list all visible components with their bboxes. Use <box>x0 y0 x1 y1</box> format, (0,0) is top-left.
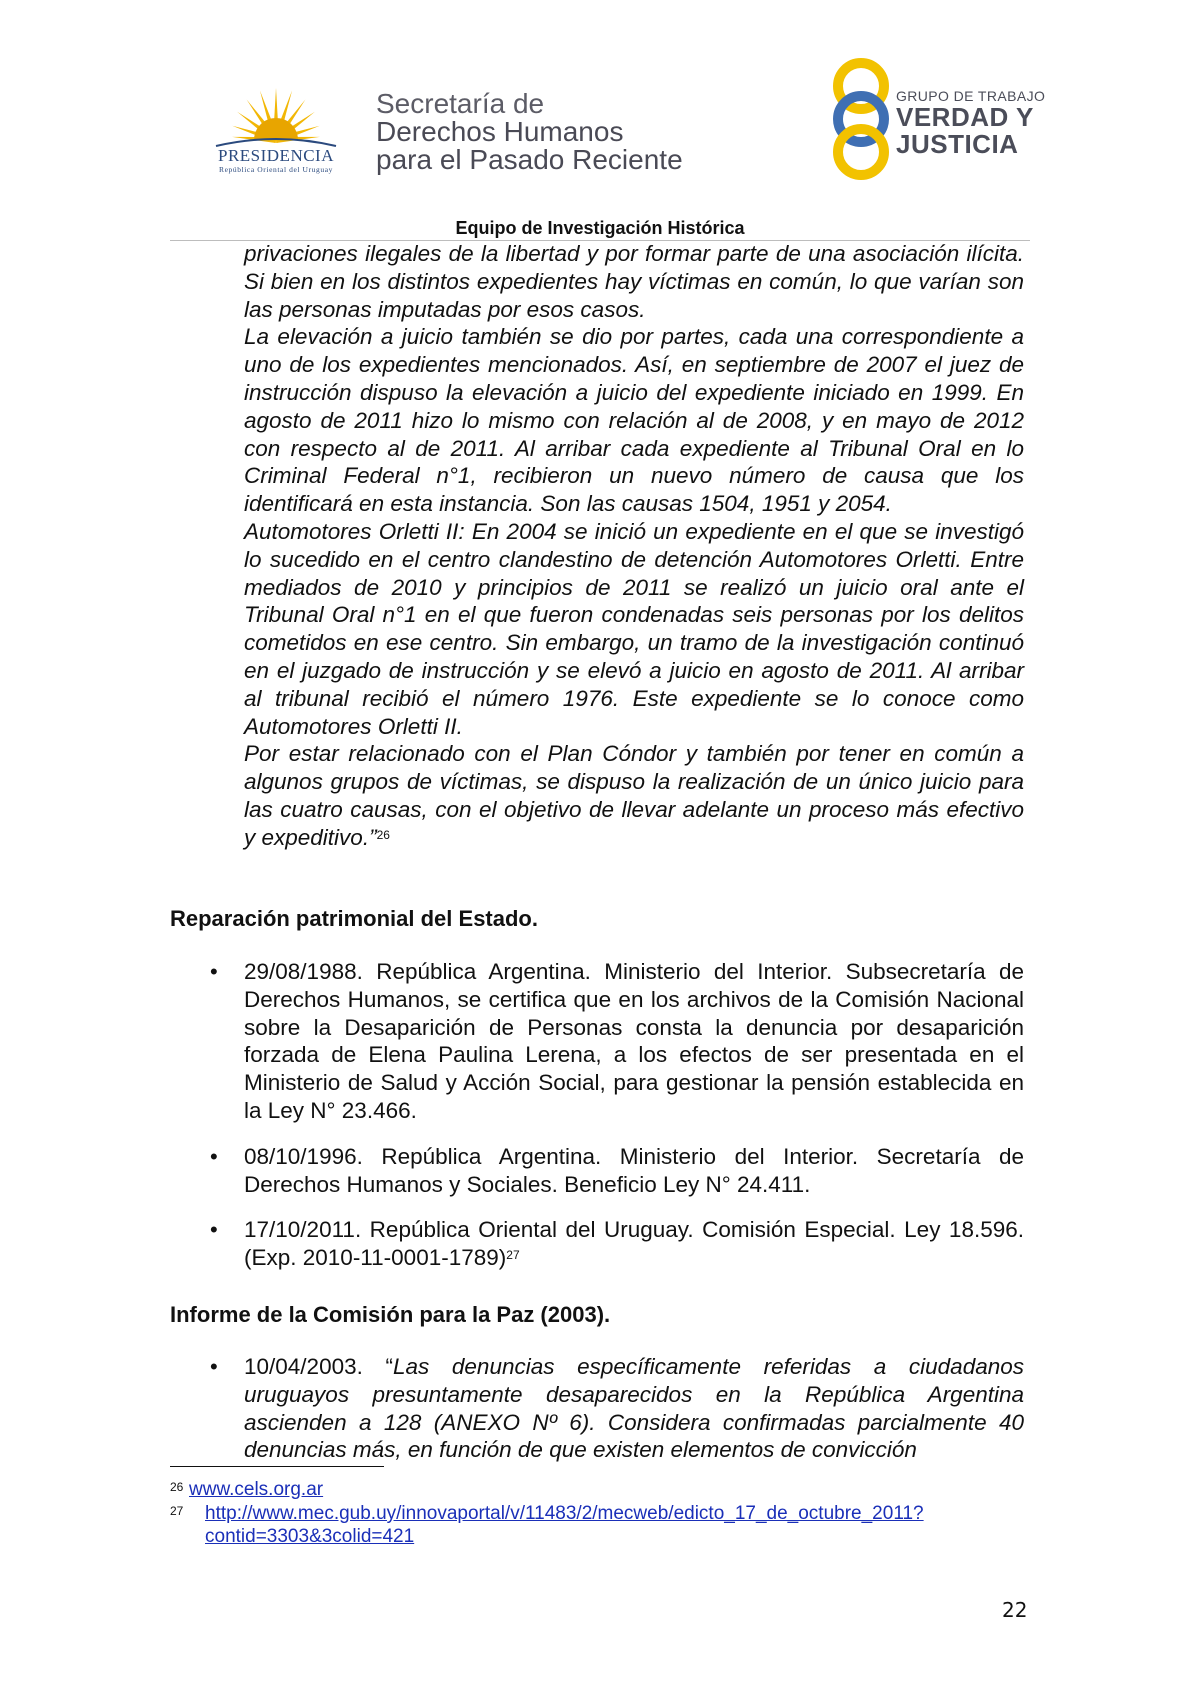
secretaria-line-2: Derechos Humanos <box>376 116 624 147</box>
list-item-date: 10/04/2003. “ <box>244 1354 393 1379</box>
list-item: • 29/08/1988. República Argentina. Ministerio del Interior. Subsecretaría de Derechos Humanos, se certifica que en los archivos de la Comisión Nacional sobre la Desaparición de Personas consta la denuncia por desaparición forzada de Elena Paulina Lerena, a los efectos de ser presentada en el Ministerio de Salud y Acción Social, para gestionar la pensión establecida en la Ley N° 23.466. <box>170 958 1024 1125</box>
page-number: 22 <box>1002 1598 1028 1622</box>
footnote-ref-27[interactable]: 27 <box>506 1248 520 1263</box>
secretaria-logo-text <box>376 90 683 174</box>
section-heading-comision-paz: Informe de la Comisión para la Paz (2003). <box>170 1302 611 1327</box>
quote-paragraph-3: Automotores Orletti II: En 2004 se inició un expediente en el que se investigó lo sucedido en el centro clandestino de detención Automotores Orletti. Entre mediados de 2010 y principios de 2011 se realizó un juicio oral ante el Tribunal Oral n°1 en el que fueron condenadas seis personas por los delitos cometidos en ese centro. Sin embargo, un tramo de la investigación continuó en el juzgado de instrucción y se elevó a juicio en agosto de 2011. Al arribar al tribunal recibió el número 1976. Este expediente se lo conoce como Automotores Orletti II. <box>244 518 1024 739</box>
footnote-number: 27 <box>170 1504 184 1518</box>
list-item <box>170 1216 1024 1272</box>
reparacion-list <box>170 958 1024 1272</box>
footnote-26 <box>170 1478 323 1501</box>
footnote-27 <box>170 1502 1025 1548</box>
quote-paragraph-4 <box>244 740 1024 851</box>
team-heading: Equipo de Investigación Histórica <box>455 218 745 238</box>
section-heading-reparacion: Reparación patrimonial del Estado. <box>170 906 538 931</box>
footnote-link-line-1: http://www.mec.gub.uy/innovaportal/v/11483/2/mecweb/edicto_17_de_octubre_2011? <box>205 1503 924 1524</box>
list-item: • 08/10/1996. República Argentina. Ministerio del Interior. Secretaría de Derechos Humanos y Sociales. Beneficio Ley N° 24.411. <box>170 1143 1024 1199</box>
secretaria-line-1: Secretaría de <box>376 88 545 119</box>
comision-paz-list <box>170 1353 1024 1464</box>
gvj-line-1: GRUPO DE TRABAJO <box>896 88 1046 104</box>
verdad-justicia-rings-icon <box>820 56 902 182</box>
footnote-ref-26[interactable]: 26 <box>376 827 390 842</box>
quote-paragraph-2: La elevación a juicio también se dio por partes, cada una correspondiente a uno de los expedientes mencionados. Así, en septiembre de 2007 el juez de instrucción dispuso la elevación a juicio del expediente iniciado en 1999. En agosto de 2011 hizo lo mismo con relación al de 2008, y en mayo de 2012 con respecto al de 2011. Al arribar cada expediente al Tribunal Oral en lo Criminal Federal n°1, recibieron un nuevo número de causa que los identificará en esta instancia. Son las causas 1504, 1951 y 2054. <box>244 324 1024 517</box>
presidencia-subtitle: República Oriental del Uruguay <box>218 165 333 174</box>
quote-paragraph-1: privaciones ilegales de la libertad y por formar parte de una asociación ilícita. Si bien en los distintos expedientes hay víctimas en común, lo que varían son las personas imputadas por esos casos. <box>244 241 1024 322</box>
gvj-line-3: JUSTICIA <box>896 129 1019 159</box>
secretaria-line-3: para el Pasado Reciente <box>376 144 683 175</box>
footnote-link[interactable] <box>205 1503 924 1547</box>
list-item-quote: Las denuncias específicamente referidas a ciudadanos uruguayos presuntamente desaparecidos en la República Argentina ascienden a 128 (ANEXO Nº 6). Considera confirmadas parcialmente 40 denuncias más, en función de que existen elementos de convicción <box>244 1354 1024 1463</box>
quote-block <box>244 240 1024 852</box>
list-item-text: 17/10/2011. República Oriental del Uruguay. Comisión Especial. Ley 18.596. (Exp. 2010-11-0001-1789) <box>244 1217 1024 1271</box>
footnote-link[interactable]: www.cels.org.ar <box>189 1479 324 1500</box>
verdad-justicia-text <box>896 88 1045 158</box>
footnote-divider <box>170 1466 384 1467</box>
gvj-line-2: VERDAD Y <box>896 102 1034 132</box>
list-item <box>170 1353 1024 1464</box>
footnote-link-line-2: contid=3303&3colid=421 <box>205 1526 415 1547</box>
presidencia-label: PRESIDENCIA <box>217 146 334 165</box>
footnote-number: 26 <box>170 1480 184 1494</box>
quote-paragraph-4-text: Por estar relacionado con el Plan Cóndor y también por tener en común a algunos grupos de víctimas, se dispuso la realización de un único juicio para las cuatro causas, con el objetivo de llevar adelante un proceso más efectivo y expeditivo.” <box>244 741 1024 850</box>
page-header <box>0 0 1190 240</box>
